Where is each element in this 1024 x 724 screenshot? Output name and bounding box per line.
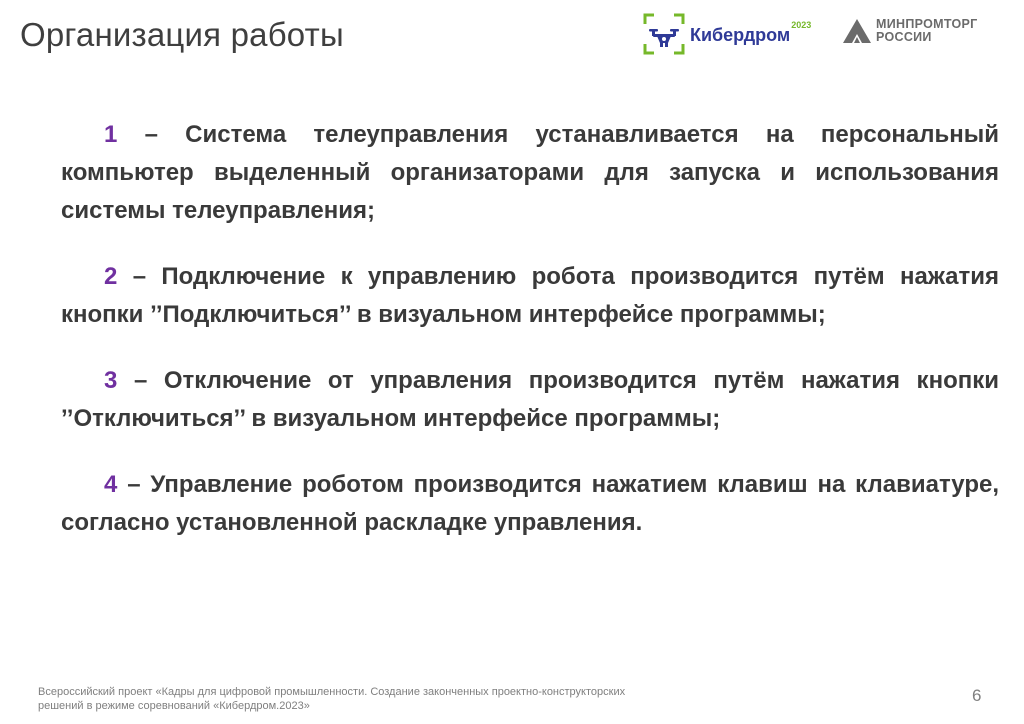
page-number: 6 (972, 686, 982, 705)
triangle-logo-icon (842, 18, 872, 44)
item-number: 4 (104, 471, 118, 498)
minpromtorg-text (876, 18, 978, 44)
item-number: 2 (104, 263, 118, 290)
drone-icon (642, 12, 686, 56)
list-item (61, 116, 999, 230)
kiberdrom-logo (642, 12, 811, 56)
item-text: – Подключение к управлению робота производится путём нажатия кнопки ’’Подключиться’’ в визуальном интерфейсе программы; (61, 263, 999, 328)
kiberdrom-name: Кибердром (690, 24, 791, 45)
item-text: – Отключение от управления производится путём нажатия кнопки ’’Отключиться’’ в визуальном интерфейсе программы; (61, 367, 999, 432)
kiberdrom-year: 2023 (791, 20, 812, 30)
minpromtorg-line2: РОССИИ (876, 30, 932, 44)
minpromtorg-line1: МИНПРОМТОРГ (876, 17, 978, 31)
list-item (61, 258, 999, 334)
item-text: – Управление роботом производится нажатием клавиш на клавиатуре, согласно установленной раскладке управления. (61, 471, 999, 536)
item-number: 1 (104, 121, 118, 148)
footer-note (38, 685, 728, 713)
list-item (61, 466, 999, 542)
list-item (61, 362, 999, 438)
footer-line2: решений в режиме соревнований «Кибердром.2023» (38, 700, 310, 712)
minpromtorg-logo (842, 18, 978, 44)
content-body (61, 116, 999, 570)
item-number: 3 (104, 367, 118, 394)
item-text: – Система телеуправления устанавливается на персональный компьютер выделенный организаторами для запуска и использования системы телеуправления; (61, 121, 999, 224)
page-title: Организация работы (20, 16, 344, 53)
footer-line1: Всероссийский проект «Кадры для цифровой промышленности. Создание законченных проектно-конструкторских (38, 686, 626, 698)
